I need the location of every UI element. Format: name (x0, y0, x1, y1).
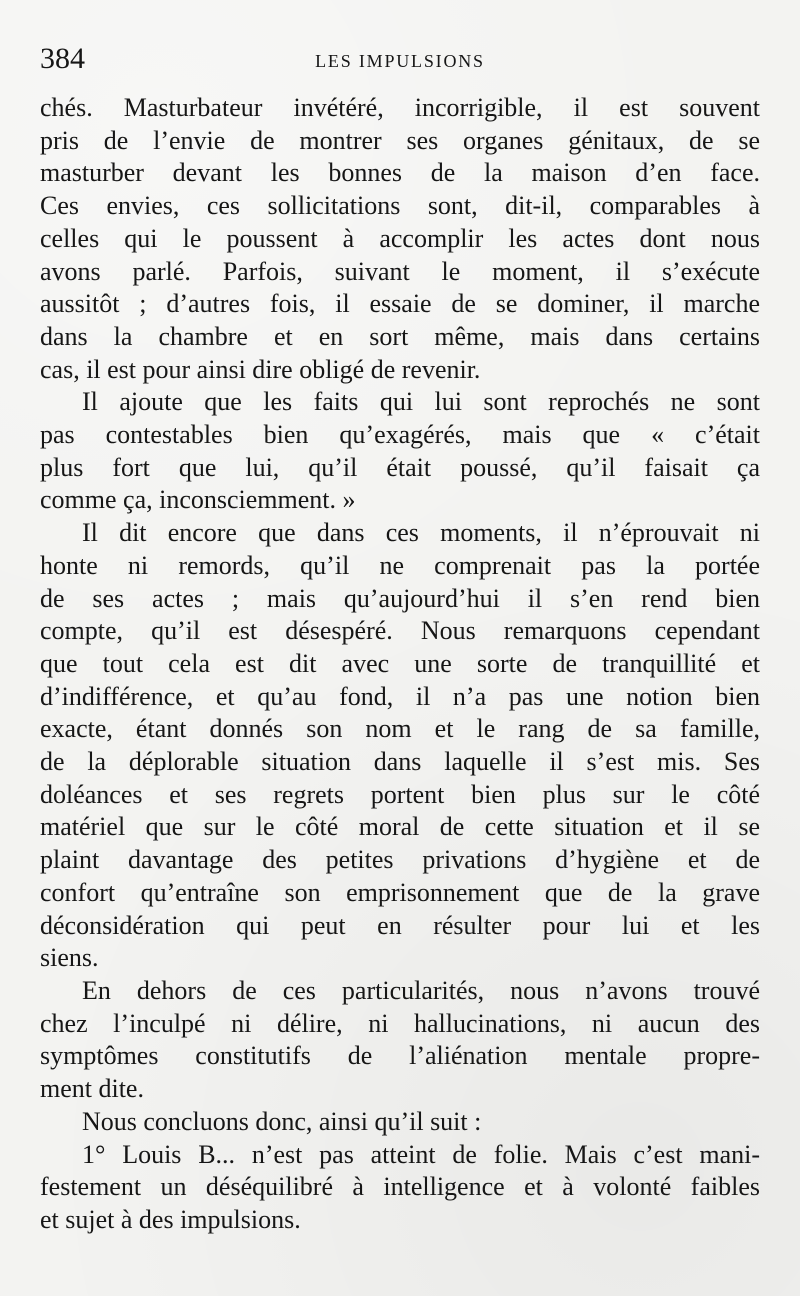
body-text (40, 92, 760, 1237)
text-line: celles qui le poussent à accomplir les actes dont nous (40, 223, 760, 253)
text-line: de ses actes ; mais qu’aujourd’hui il s’en rend bien (40, 583, 760, 613)
text-line: ment dite. (40, 1074, 144, 1104)
text-line: matériel que sur le côté moral de cette situation et il se (40, 812, 760, 842)
text-line: compte, qu’il est désespéré. Nous remarquons cependant (40, 616, 760, 646)
text-line: exacte, étant donnés son nom et le rang de sa famille, (40, 714, 760, 744)
text-line: Il dit encore que dans ces moments, il n’éprouvait ni (82, 518, 760, 548)
text-line: festement un déséquilibré à intelligence et à volonté faibles (40, 1172, 760, 1202)
text-line: symptômes constitutifs de l’aliénation mentale propre- (40, 1041, 760, 1071)
text-line: cas, il est pour ainsi dire obligé de revenir. (40, 354, 481, 384)
text-line: Nous concluons donc, ainsi qu’il suit : (82, 1106, 482, 1136)
text-line: plus fort que lui, qu’il était poussé, qu’il faisait ça (40, 452, 760, 482)
text-line: que tout cela est dit avec une sorte de tranquillité et (40, 648, 760, 678)
text-line: avons parlé. Parfois, suivant le moment, il s’exécute (40, 256, 760, 286)
text-line: doléances et ses regrets portent bien plus sur le côté (40, 779, 760, 809)
text-line: honte ni remords, qu’il ne comprenait pas la portée (40, 550, 760, 580)
page-number: 384 (40, 42, 85, 75)
text-line: chés. Masturbateur invétéré, incorrigible, il est souvent (40, 93, 760, 122)
text-line: Ces envies, ces sollicitations sont, dit-il, comparables à (40, 191, 760, 221)
text-line: chez l’inculpé ni délire, ni hallucinations, ni aucun des (40, 1008, 760, 1038)
text-line: 1° Louis B... n’est pas atteint de folie. Mais c’est mani- (82, 1139, 760, 1169)
text-line: pris de l’envie de montrer ses organes génitaux, de se (40, 125, 760, 155)
text-line: Il ajoute que les faits qui lui sont reprochés ne sont (82, 387, 760, 417)
text-line: pas contestables bien qu’exagérés, mais que « c’était (40, 420, 760, 450)
text-line: de la déplorable situation dans laquelle il s’est mis. Ses (40, 747, 760, 777)
text-line: comme ça, inconsciemment. » (40, 485, 356, 515)
text-line: déconsidération qui peut en résulter pour lui et les (40, 910, 760, 940)
text-line: siens. (40, 943, 99, 973)
text-line: d’indifférence, et qu’au fond, il n’a pas une notion bien (40, 681, 760, 711)
text-line: En dehors de ces particularités, nous n’avons trouvé (82, 975, 760, 1005)
page-header (40, 40, 760, 82)
text-line: dans la chambre et en sort même, mais dans certains (40, 321, 760, 351)
text-line: et sujet à des impulsions. (40, 1204, 301, 1234)
text-line: masturber devant les bonnes de la maison d’en face. (40, 158, 760, 188)
running-title: LES IMPULSIONS (315, 51, 485, 71)
text-line: aussitôt ; d’autres fois, il essaie de se dominer, il marche (40, 289, 760, 319)
text-line: confort qu’entraîne son emprisonnement que de la grave (40, 877, 760, 907)
text-line: plaint davantage des petites privations d’hygiène et de (40, 845, 760, 875)
